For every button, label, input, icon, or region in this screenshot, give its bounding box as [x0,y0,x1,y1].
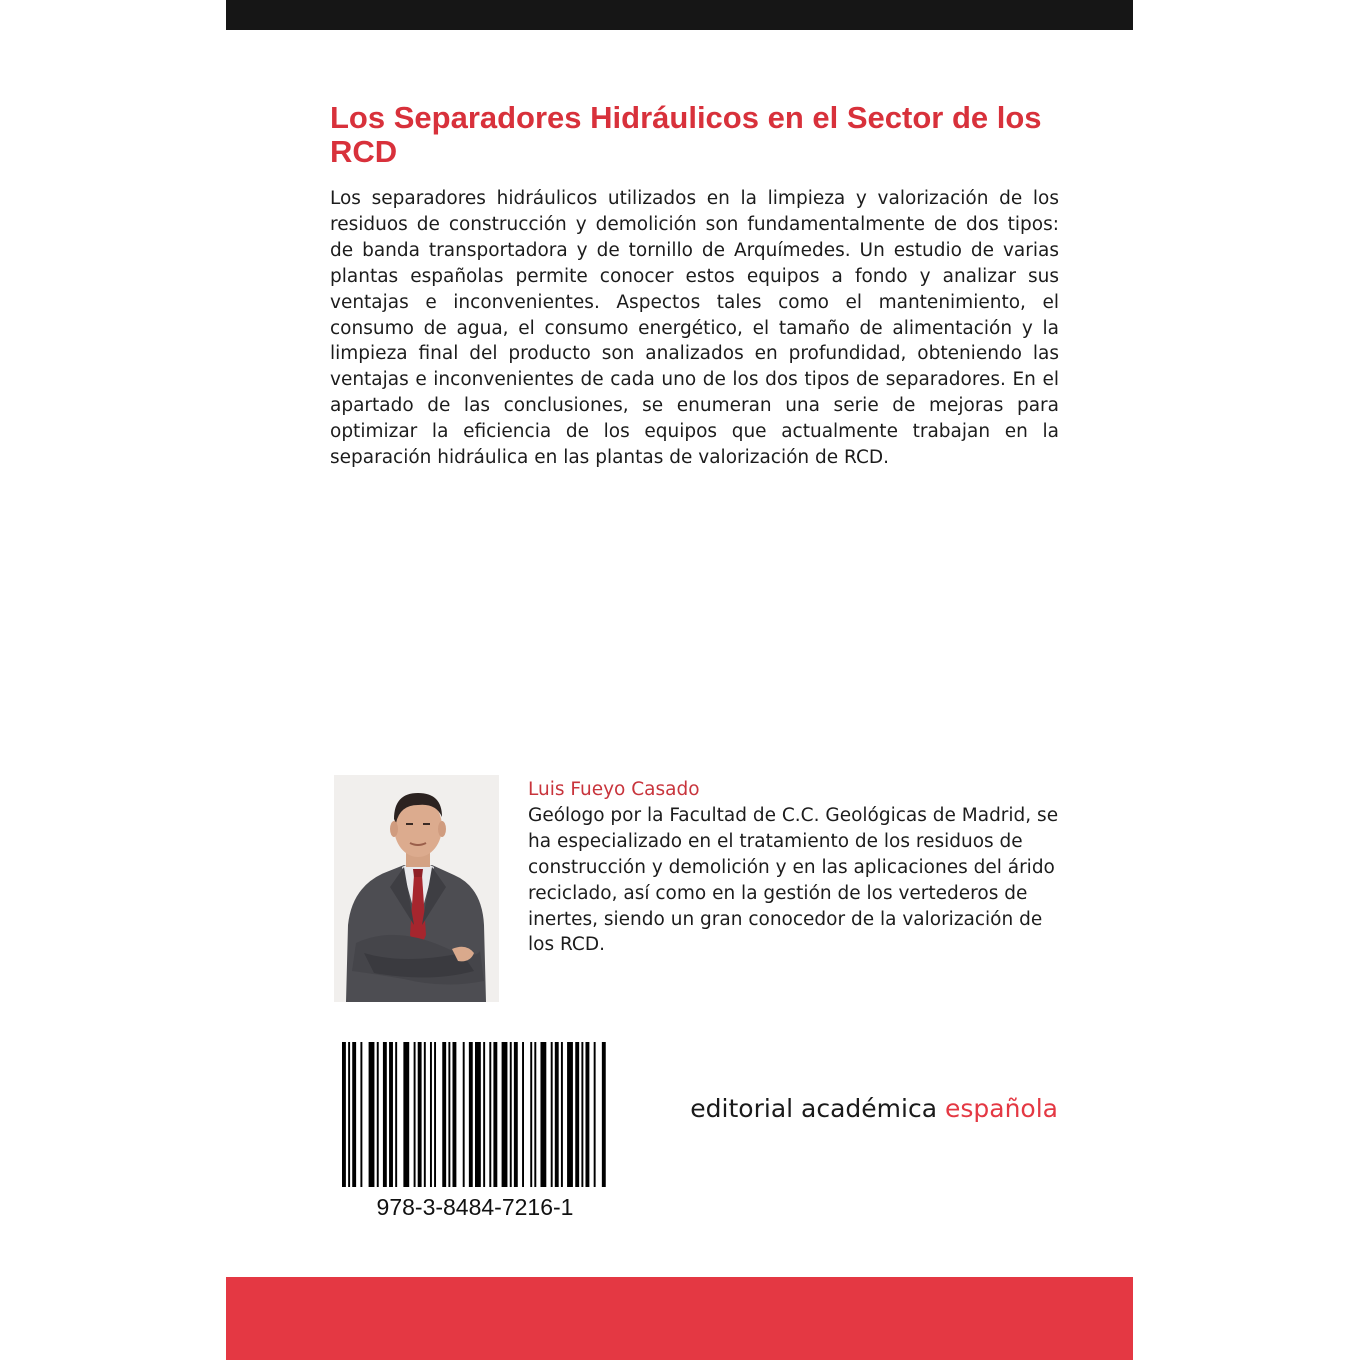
barcode-bar [424,1042,426,1187]
barcode-bar [530,1042,532,1187]
barcode-bar [581,1042,583,1187]
barcode-bar [602,1042,606,1187]
barcode-bar [430,1042,432,1187]
barcode-bar [395,1042,397,1187]
publisher-name-accent: española [944,1094,1058,1123]
barcode [342,1042,608,1187]
barcode-bar [414,1042,416,1187]
barcode-bar [352,1042,356,1187]
barcode-bar [463,1042,465,1187]
barcode-bar [561,1042,563,1187]
barcode-bar [369,1042,375,1187]
barcode-bar [594,1042,596,1187]
barcode-bar [342,1042,346,1187]
barcode-bar [434,1042,436,1187]
barcode-bar [418,1042,422,1187]
book-blurb: Los separadores hidráulicos utilizados en la limpieza y valorización de los residuos de construcción y demolición son fundamentalmente de dos tipos: de banda transportadora y de tornillo de Arquímedes. Un estudio de varias plantas españolas permite conocer estos equipos a fondo y analizar sus ventajas e inconvenientes. Aspectos tales como el mantenimiento, el consumo de agua, el consumo energético, el tamaño de alimentación y la limpieza final del producto son analizados en profundidad, obteniendo las ventajas e inconvenientes de cada uno de los dos tipos de separadores. En el apartado de las conclusiones, se enumeran una serie de mejoras para optimizar la eficiencia de los equipos que actualmente trabajan en la separación hidráulica en las plantas de valorización de RCD. [330,188,1059,469]
barcode-bar [383,1042,387,1187]
publisher-name-main: editorial académica [690,1094,938,1123]
author-portrait-icon [334,775,499,1002]
barcode-bar [514,1042,518,1187]
barcode-bar [510,1042,512,1187]
barcode-bar [360,1042,362,1187]
barcode-bar [522,1042,524,1187]
barcode-bar [452,1042,456,1187]
barcode-bar [469,1042,473,1187]
book-title: Los Separadores Hidráulicos en el Sector de los RCD [330,100,1042,169]
book-back-cover [226,0,1133,1360]
top-band [226,0,1133,30]
isbn-number: 978-3-8484-7216-1 [376,1194,574,1220]
barcode-bar [403,1042,409,1187]
barcode-bar [377,1042,379,1187]
barcode-bar [502,1042,508,1187]
bottom-band [226,1277,1133,1360]
barcode-icon [342,1042,608,1187]
barcode-bar [551,1042,553,1187]
barcode-bar [389,1042,393,1187]
barcode-bar [442,1042,446,1187]
barcode-bar [540,1042,546,1187]
author-photo [334,775,499,1002]
barcode-bar [555,1042,559,1187]
barcode-bar [585,1042,589,1187]
barcode-bar [348,1042,350,1187]
author-name: Luis Fueyo Casado [528,779,700,800]
barcode-bar [575,1042,579,1187]
publisher-logo [662,1094,1058,1123]
barcode-bar [448,1042,450,1187]
barcode-bar [534,1042,536,1187]
barcode-bar [567,1042,573,1187]
author-section [528,777,1068,958]
barcode-bar [475,1042,481,1187]
barcode-bar [483,1042,485,1187]
author-bio: Geólogo por la Facultad de C.C. Geológicas de Madrid, se ha especializado en el tratamiento de los residuos de construcción y demolición y en las aplicaciones del árido reciclado, así como en la gestión de los vertederos de inertes, siendo un gran conocedor de la valorización de los RCD. [528,804,1059,956]
barcode-bar [489,1042,491,1187]
barcode-bar [493,1042,497,1187]
